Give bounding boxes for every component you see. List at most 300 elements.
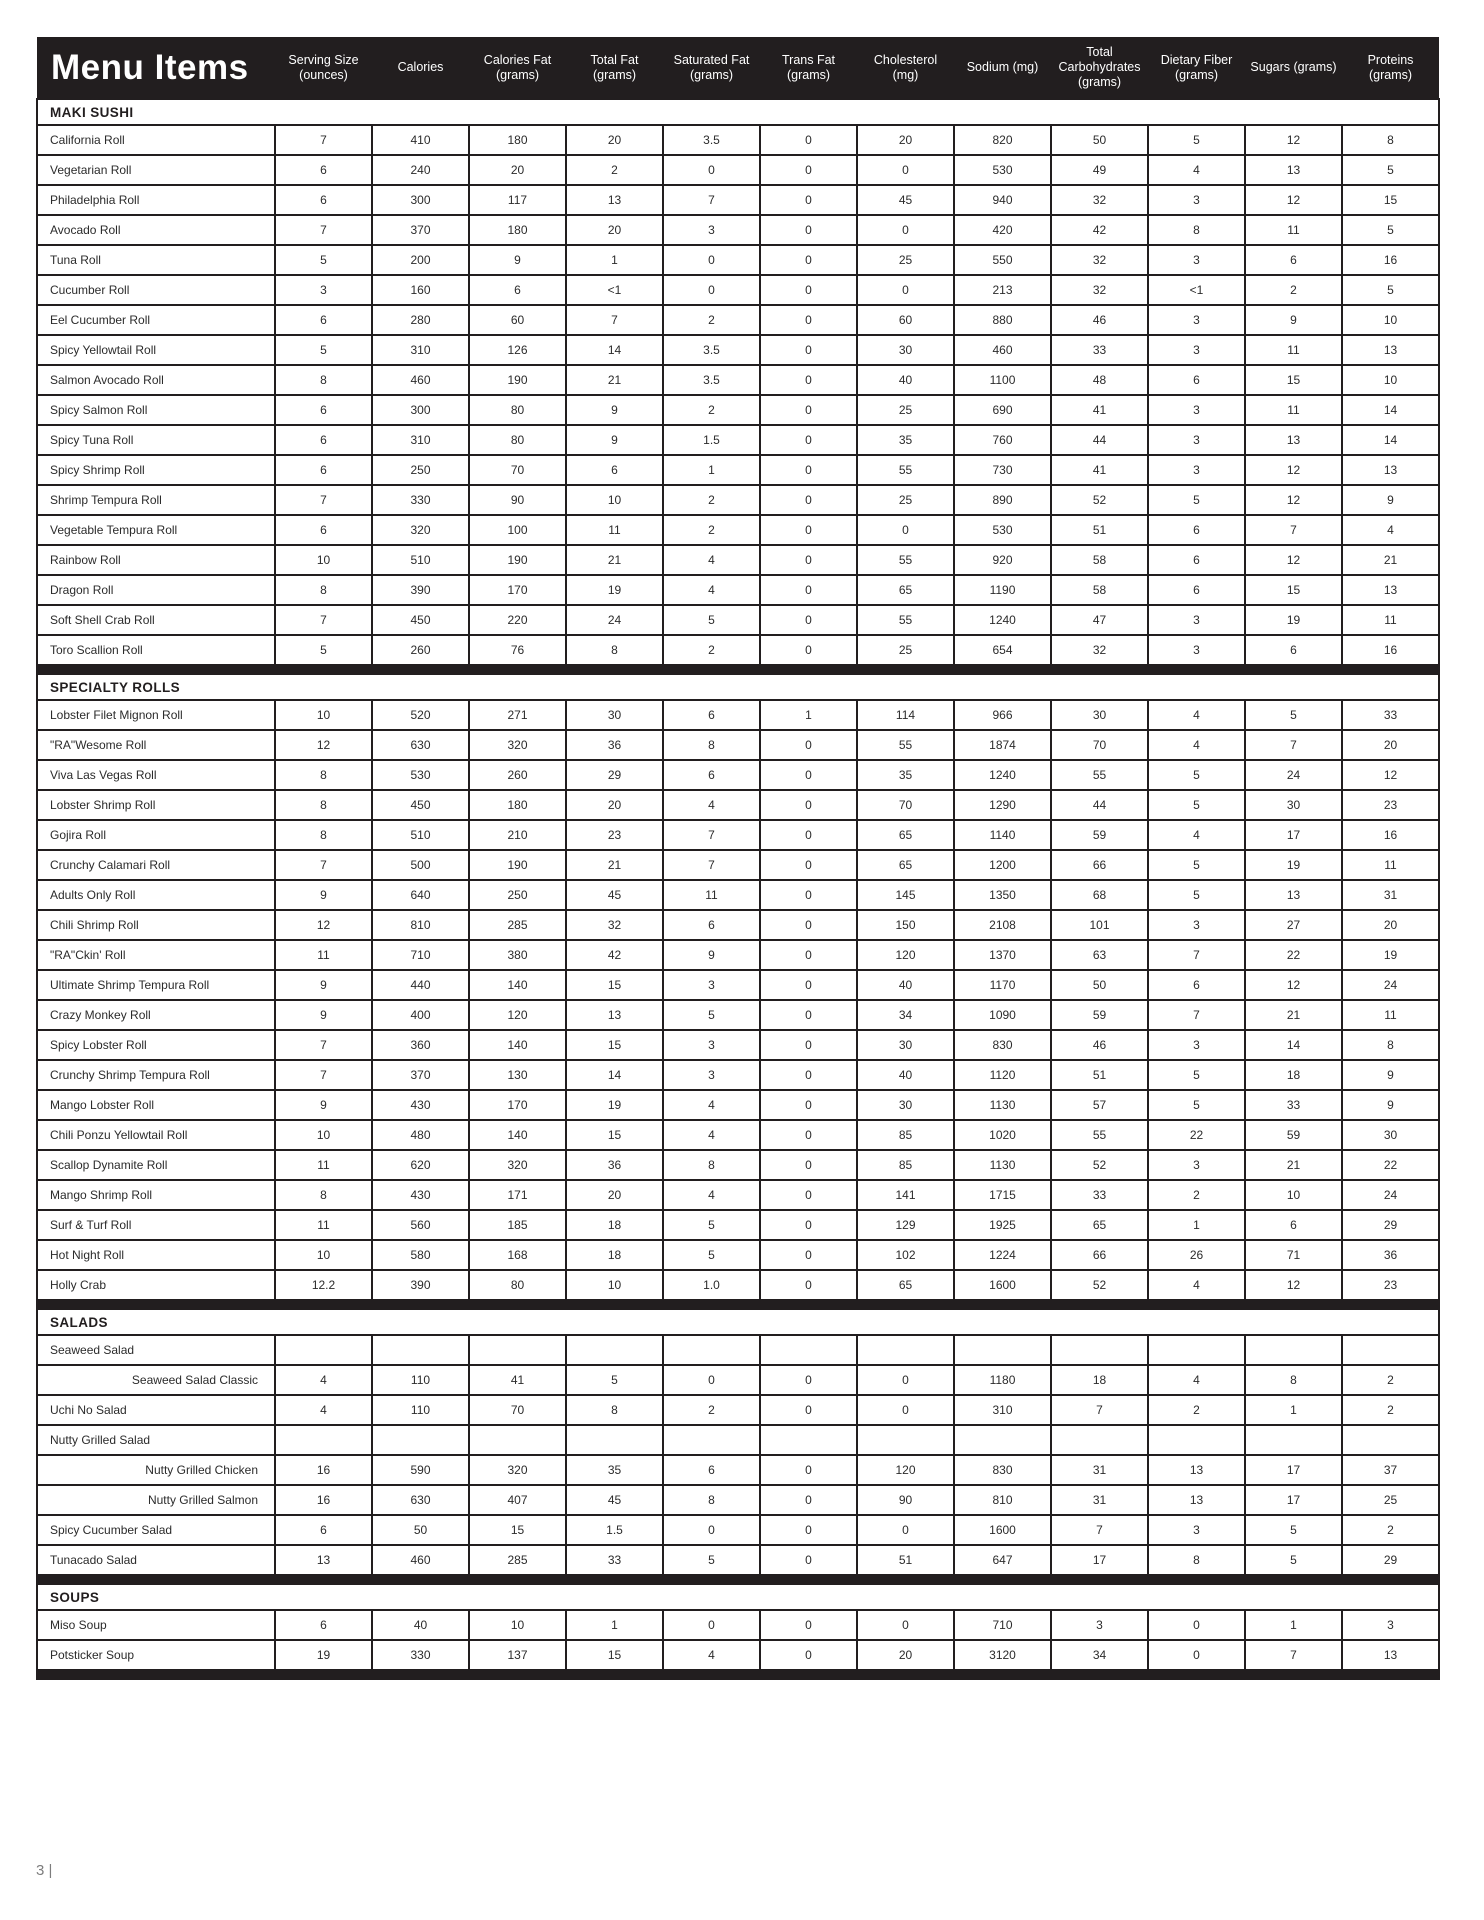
value-cell: 5 (566, 1365, 663, 1395)
value-cell: 65 (857, 820, 954, 850)
value-cell: 1 (1148, 1210, 1245, 1240)
value-cell: 9 (275, 970, 372, 1000)
value-cell: 0 (1148, 1640, 1245, 1670)
section-separator-bar (37, 665, 1439, 674)
value-cell: 24 (1245, 760, 1342, 790)
value-cell: 9 (275, 1000, 372, 1030)
value-cell: 320 (372, 515, 469, 545)
value-cell: 20 (1342, 730, 1439, 760)
value-cell: 120 (469, 1000, 566, 1030)
value-cell: 10 (275, 700, 372, 730)
value-cell: 42 (1051, 215, 1148, 245)
value-cell: 20 (1342, 910, 1439, 940)
value-cell: 6 (275, 305, 372, 335)
value-cell: 45 (566, 1485, 663, 1515)
value-cell: 25 (857, 485, 954, 515)
value-cell: 0 (760, 365, 857, 395)
value-cell: 60 (469, 305, 566, 335)
value-cell: 3.5 (663, 365, 760, 395)
value-cell: 32 (566, 910, 663, 940)
value-cell: 285 (469, 1545, 566, 1575)
table-row (37, 910, 1439, 940)
column-header-row (37, 37, 1439, 99)
value-cell: 65 (857, 850, 954, 880)
nutrition-table-container (36, 37, 1440, 1680)
value-cell: 19 (566, 1090, 663, 1120)
value-cell: 117 (469, 185, 566, 215)
value-cell: 168 (469, 1240, 566, 1270)
value-cell: 15 (469, 1515, 566, 1545)
table-row (37, 820, 1439, 850)
value-cell: 4 (275, 1395, 372, 1425)
table-row (37, 1395, 1439, 1425)
value-cell: 0 (760, 1180, 857, 1210)
value-cell: 170 (469, 1090, 566, 1120)
value-cell: 0 (760, 185, 857, 215)
separator-fill (37, 1670, 1439, 1679)
menu-item-name: Nutty Grilled Salad (37, 1425, 275, 1455)
value-cell: 690 (954, 395, 1051, 425)
table-row (37, 215, 1439, 245)
value-cell: 1120 (954, 1060, 1051, 1090)
value-cell: 8 (275, 575, 372, 605)
value-cell: 140 (469, 970, 566, 1000)
value-cell: 8 (1245, 1365, 1342, 1395)
value-cell: 45 (857, 185, 954, 215)
menu-item-name: Lobster Shrimp Roll (37, 790, 275, 820)
value-cell: 320 (469, 730, 566, 760)
value-cell: 400 (372, 1000, 469, 1030)
table-row (37, 880, 1439, 910)
table-row (37, 1210, 1439, 1240)
value-cell: 0 (760, 790, 857, 820)
value-cell: 20 (566, 790, 663, 820)
value-cell: 85 (857, 1150, 954, 1180)
value-cell: 450 (372, 790, 469, 820)
value-cell: 14 (566, 335, 663, 365)
value-cell: 3120 (954, 1640, 1051, 1670)
menu-item-name: Gojira Roll (37, 820, 275, 850)
value-cell: 63 (1051, 940, 1148, 970)
value-cell: 430 (372, 1180, 469, 1210)
value-cell: 5 (1342, 155, 1439, 185)
value-cell: 5 (663, 605, 760, 635)
value-cell: 590 (372, 1455, 469, 1485)
value-cell: 160 (372, 275, 469, 305)
value-cell: 12 (1245, 970, 1342, 1000)
value-cell: 460 (372, 1545, 469, 1575)
value-cell: 300 (372, 395, 469, 425)
value-cell: 8 (566, 635, 663, 665)
value-cell: 2 (663, 515, 760, 545)
value-cell: 0 (760, 1000, 857, 1030)
value-cell: 280 (372, 305, 469, 335)
value-cell: 2 (663, 1395, 760, 1425)
value-cell: 8 (663, 1150, 760, 1180)
value-cell: 50 (1051, 125, 1148, 155)
value-cell: 31 (1051, 1455, 1148, 1485)
value-cell: 407 (469, 1485, 566, 1515)
table-row (37, 790, 1439, 820)
menu-item-name: Nutty Grilled Chicken (37, 1455, 275, 1485)
value-cell: 11 (1342, 850, 1439, 880)
value-cell: 4 (663, 575, 760, 605)
value-cell: 310 (372, 335, 469, 365)
value-cell: 5 (663, 1000, 760, 1030)
value-cell: 1140 (954, 820, 1051, 850)
value-cell: 11 (1342, 605, 1439, 635)
value-cell: 31 (1342, 880, 1439, 910)
value-cell: 7 (275, 125, 372, 155)
value-cell: 370 (372, 215, 469, 245)
value-cell: 5 (1148, 125, 1245, 155)
value-cell: 10 (275, 1120, 372, 1150)
section-title: SOUPS (37, 1584, 1439, 1610)
value-cell: 3 (1148, 305, 1245, 335)
value-cell: 50 (1051, 970, 1148, 1000)
value-cell: 171 (469, 1180, 566, 1210)
value-cell: 8 (275, 365, 372, 395)
table-row (37, 970, 1439, 1000)
menu-item-name: Vegetarian Roll (37, 155, 275, 185)
value-cell: 654 (954, 635, 1051, 665)
value-cell: 45 (566, 880, 663, 910)
value-cell: 830 (954, 1030, 1051, 1060)
value-cell: 0 (760, 395, 857, 425)
value-cell: 11 (566, 515, 663, 545)
menu-item-name: Salmon Avocado Roll (37, 365, 275, 395)
value-cell: 20 (566, 125, 663, 155)
table-row (37, 1545, 1439, 1575)
value-cell: 5 (1342, 275, 1439, 305)
value-cell: 1600 (954, 1270, 1051, 1300)
value-cell: 4 (1148, 820, 1245, 850)
menu-item-name: Viva Las Vegas Roll (37, 760, 275, 790)
value-cell: 25 (857, 635, 954, 665)
value-cell: 10 (566, 485, 663, 515)
value-cell: 40 (857, 1060, 954, 1090)
value-cell: 21 (1342, 545, 1439, 575)
value-cell: 22 (1245, 940, 1342, 970)
value-cell: 33 (1051, 1180, 1148, 1210)
value-cell: 41 (1051, 395, 1148, 425)
table-row (37, 1180, 1439, 1210)
value-cell: 9 (469, 245, 566, 275)
value-cell: 390 (372, 1270, 469, 1300)
value-cell: 966 (954, 700, 1051, 730)
value-cell: 6 (275, 425, 372, 455)
value-cell: 36 (1342, 1240, 1439, 1270)
value-cell: 0 (760, 1090, 857, 1120)
menu-item-name: Eel Cucumber Roll (37, 305, 275, 335)
value-cell: 114 (857, 700, 954, 730)
value-cell: 7 (275, 215, 372, 245)
value-cell (760, 1335, 857, 1365)
value-cell: 7 (663, 820, 760, 850)
value-cell: 10 (1342, 365, 1439, 395)
value-cell: 6 (1148, 365, 1245, 395)
value-cell: 8 (275, 760, 372, 790)
value-cell: 7 (1051, 1395, 1148, 1425)
value-cell: 5 (275, 635, 372, 665)
menu-item-name: "RA"Ckin' Roll (37, 940, 275, 970)
value-cell: 130 (469, 1060, 566, 1090)
value-cell: 0 (760, 1515, 857, 1545)
value-cell: 0 (760, 575, 857, 605)
value-cell: 15 (566, 1120, 663, 1150)
value-cell: 330 (372, 485, 469, 515)
value-cell: 7 (1148, 940, 1245, 970)
table-row (37, 575, 1439, 605)
value-cell: 5 (1342, 215, 1439, 245)
value-cell: 90 (857, 1485, 954, 1515)
value-cell: 6 (275, 1515, 372, 1545)
value-cell: 22 (1148, 1120, 1245, 1150)
value-cell: 70 (857, 790, 954, 820)
value-cell: 3 (1148, 1030, 1245, 1060)
value-cell: 2 (663, 635, 760, 665)
value-cell: 14 (1342, 395, 1439, 425)
menu-table-body (37, 99, 1439, 1679)
column-header: Total Carbohydrates (grams) (1051, 37, 1148, 99)
table-row (37, 515, 1439, 545)
value-cell (469, 1335, 566, 1365)
value-cell: 0 (760, 545, 857, 575)
value-cell: 6 (1245, 635, 1342, 665)
value-cell: 16 (1342, 245, 1439, 275)
value-cell (1148, 1335, 1245, 1365)
value-cell: 80 (469, 395, 566, 425)
value-cell: 3 (1148, 395, 1245, 425)
value-cell: 310 (372, 425, 469, 455)
table-row (37, 635, 1439, 665)
value-cell: 3 (1148, 245, 1245, 275)
value-cell: 13 (275, 1545, 372, 1575)
value-cell: 0 (760, 1150, 857, 1180)
section-separator-bar (37, 1575, 1439, 1584)
value-cell: <1 (1148, 275, 1245, 305)
value-cell: 17 (1051, 1545, 1148, 1575)
table-row (37, 1060, 1439, 1090)
table-row (37, 760, 1439, 790)
value-cell: 19 (1245, 850, 1342, 880)
value-cell: 8 (275, 820, 372, 850)
value-cell: 5 (1245, 700, 1342, 730)
value-cell: 30 (1051, 700, 1148, 730)
value-cell: 430 (372, 1090, 469, 1120)
table-header (37, 37, 1439, 99)
value-cell (469, 1425, 566, 1455)
value-cell: 15 (566, 970, 663, 1000)
value-cell: 12 (1245, 125, 1342, 155)
section-header-row (37, 99, 1439, 125)
value-cell: 0 (663, 245, 760, 275)
value-cell: 11 (1342, 1000, 1439, 1030)
value-cell: 1190 (954, 575, 1051, 605)
column-header: Calories (372, 37, 469, 99)
value-cell: 24 (1342, 970, 1439, 1000)
value-cell: 0 (760, 1610, 857, 1640)
separator-fill (37, 1575, 1439, 1584)
value-cell: 2 (1245, 275, 1342, 305)
value-cell: 12 (1245, 485, 1342, 515)
value-cell: 4 (663, 1640, 760, 1670)
table-row (37, 1640, 1439, 1670)
value-cell: 6 (275, 515, 372, 545)
value-cell: 0 (760, 760, 857, 790)
value-cell: 36 (566, 1150, 663, 1180)
value-cell: 190 (469, 545, 566, 575)
menu-item-name: Philadelphia Roll (37, 185, 275, 215)
value-cell: 8 (1148, 1545, 1245, 1575)
value-cell: 2 (1342, 1515, 1439, 1545)
value-cell: 13 (1245, 880, 1342, 910)
value-cell: 10 (469, 1610, 566, 1640)
value-cell: 13 (1342, 335, 1439, 365)
value-cell: 145 (857, 880, 954, 910)
value-cell: 58 (1051, 575, 1148, 605)
value-cell: 51 (1051, 1060, 1148, 1090)
value-cell: 0 (760, 1545, 857, 1575)
value-cell: 16 (1342, 820, 1439, 850)
table-row (37, 1365, 1439, 1395)
value-cell: 0 (663, 275, 760, 305)
value-cell: 13 (1148, 1455, 1245, 1485)
table-row (37, 185, 1439, 215)
value-cell: 0 (760, 275, 857, 305)
value-cell: 4 (663, 1090, 760, 1120)
value-cell: 480 (372, 1120, 469, 1150)
value-cell: 1100 (954, 365, 1051, 395)
value-cell: 10 (275, 1240, 372, 1270)
value-cell: 55 (857, 545, 954, 575)
value-cell: 70 (1051, 730, 1148, 760)
value-cell: 1020 (954, 1120, 1051, 1150)
menu-item-name: Spicy Salmon Roll (37, 395, 275, 425)
value-cell: 710 (954, 1610, 1051, 1640)
value-cell: 5 (663, 1240, 760, 1270)
value-cell: 46 (1051, 305, 1148, 335)
value-cell: 15 (1245, 365, 1342, 395)
value-cell: 1 (1245, 1395, 1342, 1425)
value-cell: 21 (1245, 1000, 1342, 1030)
menu-item-name: Nutty Grilled Salmon (37, 1485, 275, 1515)
value-cell: 15 (566, 1030, 663, 1060)
value-cell: 3 (1148, 635, 1245, 665)
value-cell: 55 (857, 605, 954, 635)
value-cell: 710 (372, 940, 469, 970)
value-cell: 0 (760, 1640, 857, 1670)
value-cell: 11 (275, 1150, 372, 1180)
value-cell: 0 (857, 1610, 954, 1640)
value-cell: 14 (1245, 1030, 1342, 1060)
column-header: Proteins (grams) (1342, 37, 1439, 99)
table-row (37, 1425, 1439, 1455)
value-cell: 20 (566, 1180, 663, 1210)
value-cell: 0 (760, 605, 857, 635)
value-cell (1051, 1425, 1148, 1455)
table-row (37, 1090, 1439, 1120)
value-cell: 40 (857, 365, 954, 395)
value-cell: 0 (760, 730, 857, 760)
value-cell: 5 (663, 1545, 760, 1575)
menu-item-name: Toro Scallion Roll (37, 635, 275, 665)
value-cell: 120 (857, 940, 954, 970)
value-cell: 6 (663, 1455, 760, 1485)
value-cell: 3 (1051, 1610, 1148, 1640)
menu-item-name: Chili Ponzu Yellowtail Roll (37, 1120, 275, 1150)
value-cell: 1 (566, 1610, 663, 1640)
value-cell: 0 (760, 425, 857, 455)
value-cell: 19 (566, 575, 663, 605)
table-row (37, 1240, 1439, 1270)
column-header: Trans Fat (grams) (760, 37, 857, 99)
value-cell: 0 (857, 1515, 954, 1545)
value-cell: 0 (760, 515, 857, 545)
value-cell: 0 (760, 245, 857, 275)
table-row (37, 485, 1439, 515)
value-cell: 35 (566, 1455, 663, 1485)
value-cell: 55 (857, 730, 954, 760)
value-cell: 500 (372, 850, 469, 880)
value-cell: 129 (857, 1210, 954, 1240)
table-row (37, 425, 1439, 455)
value-cell: 70 (469, 1395, 566, 1425)
value-cell: 6 (566, 455, 663, 485)
value-cell: 240 (372, 155, 469, 185)
value-cell: 560 (372, 1210, 469, 1240)
value-cell (1245, 1425, 1342, 1455)
value-cell: 0 (663, 1515, 760, 1545)
value-cell: 0 (760, 1240, 857, 1270)
value-cell: 6 (275, 185, 372, 215)
value-cell: 550 (954, 245, 1051, 275)
table-row (37, 275, 1439, 305)
value-cell: 10 (566, 1270, 663, 1300)
value-cell: 210 (469, 820, 566, 850)
value-cell: 250 (469, 880, 566, 910)
value-cell: 3 (663, 1060, 760, 1090)
value-cell: 370 (372, 1060, 469, 1090)
value-cell: 0 (760, 1485, 857, 1515)
value-cell: 820 (954, 125, 1051, 155)
menu-item-name: Seaweed Salad Classic (37, 1365, 275, 1395)
value-cell: 0 (760, 305, 857, 335)
value-cell: 260 (372, 635, 469, 665)
table-row (37, 605, 1439, 635)
column-header: Dietary Fiber (grams) (1148, 37, 1245, 99)
value-cell: 2 (1342, 1395, 1439, 1425)
value-cell (1051, 1335, 1148, 1365)
value-cell: 830 (954, 1455, 1051, 1485)
value-cell: 0 (857, 215, 954, 245)
value-cell: 32 (1051, 185, 1148, 215)
value-cell: 140 (469, 1030, 566, 1060)
menu-item-name: Surf & Turf Roll (37, 1210, 275, 1240)
menu-item-name: Hot Night Roll (37, 1240, 275, 1270)
menu-item-name: "RA"Wesome Roll (37, 730, 275, 760)
value-cell: 5 (663, 1210, 760, 1240)
table-row (37, 940, 1439, 970)
value-cell: 52 (1051, 1150, 1148, 1180)
value-cell: 12.2 (275, 1270, 372, 1300)
value-cell: 4 (663, 790, 760, 820)
value-cell: 21 (566, 850, 663, 880)
section-title: SPECIALTY ROLLS (37, 674, 1439, 700)
value-cell: 810 (954, 1485, 1051, 1515)
section-title: MAKI SUSHI (37, 99, 1439, 125)
value-cell: 15 (1245, 575, 1342, 605)
